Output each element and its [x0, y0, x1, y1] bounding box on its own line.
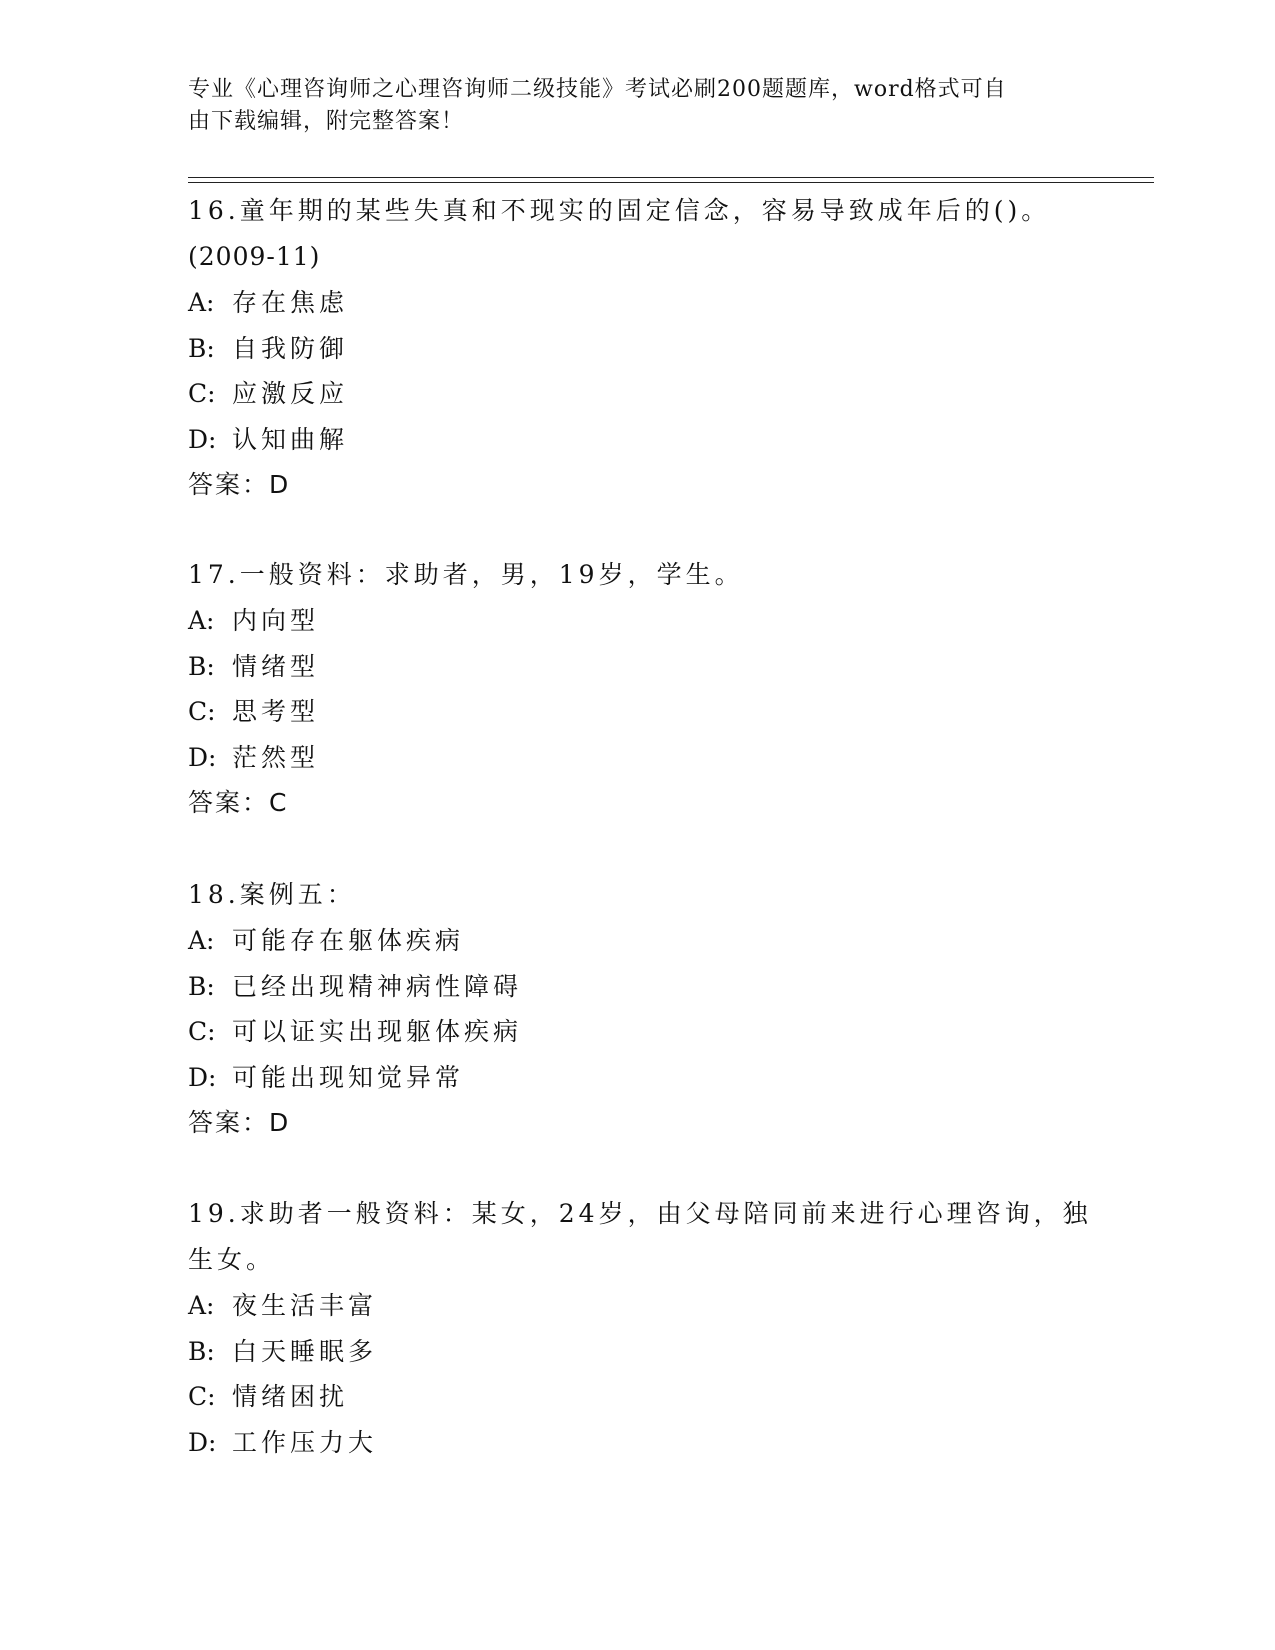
header-line-2: 由下载编辑，附完整答案！	[188, 109, 465, 134]
option-b	[188, 326, 1088, 372]
option-letter: A:	[188, 926, 215, 955]
option-letter: C:	[188, 1017, 216, 1046]
option-text: 夜生活丰富	[232, 1291, 378, 1320]
question-stem: 19.求助者一般资料：某女，24岁，由父母陪同前来进行心理咨询，独	[188, 1199, 1092, 1228]
option-letter: B:	[188, 971, 215, 1001]
question-stem: 18.案例五：	[188, 880, 356, 909]
option-d	[188, 1055, 1088, 1101]
header-divider-bottom	[188, 182, 1154, 183]
question-stem: 16.童年期的某些失真和不现实的固定信念，容易导致成年后的()。	[188, 196, 1051, 225]
option-text: 情绪困扰	[232, 1382, 349, 1411]
question-stem: 17.一般资料：求助者，男，19岁，学生。	[188, 560, 744, 589]
answer-line: 答案：D	[188, 470, 291, 499]
option-a	[188, 280, 1088, 326]
option-d	[188, 1420, 1088, 1466]
option-letter: C:	[188, 379, 216, 408]
option-c	[188, 1009, 1088, 1055]
question-18	[188, 872, 1088, 1146]
question-stem-continued: 生女。	[188, 1245, 276, 1274]
option-b	[188, 964, 1088, 1010]
option-letter: D:	[188, 742, 217, 772]
option-c	[188, 689, 1088, 735]
question-stem-continued: (2009-11)	[188, 242, 321, 271]
document-header	[188, 74, 1068, 138]
option-b	[188, 644, 1088, 690]
answer-line: 答案：D	[188, 1108, 291, 1137]
option-c	[188, 1374, 1088, 1420]
option-letter: D:	[188, 1427, 217, 1457]
option-text: 应激反应	[232, 379, 349, 408]
header-line-1: 专业《心理咨询师之心理咨询师二级技能》考试必刷200题题库，word格式可自	[188, 77, 1007, 102]
option-letter: C:	[188, 697, 216, 726]
question-17	[188, 552, 1088, 826]
option-letter: D:	[188, 1062, 217, 1092]
header-divider-top	[188, 177, 1154, 178]
option-text: 工作压力大	[232, 1427, 378, 1457]
option-d	[188, 735, 1088, 781]
option-text: 情绪型	[232, 651, 320, 681]
option-letter: D:	[188, 424, 217, 454]
option-d	[188, 417, 1088, 463]
option-letter: B:	[188, 333, 215, 363]
option-text: 自我防御	[232, 333, 349, 363]
option-text: 已经出现精神病性障碍	[232, 971, 523, 1001]
option-b	[188, 1329, 1088, 1375]
option-letter: A:	[188, 606, 215, 635]
option-letter: A:	[188, 288, 215, 317]
option-text: 认知曲解	[232, 424, 349, 454]
option-text: 可能存在躯体疾病	[232, 926, 465, 955]
option-letter: C:	[188, 1382, 216, 1411]
answer-line: 答案：C	[188, 788, 289, 817]
option-text: 存在焦虑	[232, 288, 349, 317]
option-text: 可能出现知觉异常	[232, 1062, 465, 1092]
question-19	[188, 1191, 1092, 1465]
option-letter: B:	[188, 1336, 215, 1366]
option-a	[188, 598, 1088, 644]
option-c	[188, 371, 1088, 417]
option-letter: A:	[188, 1291, 215, 1320]
option-a	[188, 1283, 1088, 1329]
option-text: 思考型	[232, 697, 320, 726]
option-text: 内向型	[232, 606, 320, 635]
option-text: 可以证实出现躯体疾病	[232, 1017, 523, 1046]
option-a	[188, 918, 1088, 964]
question-16	[188, 188, 1088, 508]
option-text: 茫然型	[232, 742, 320, 772]
option-text: 白天睡眠多	[232, 1336, 378, 1366]
option-letter: B:	[188, 651, 215, 681]
